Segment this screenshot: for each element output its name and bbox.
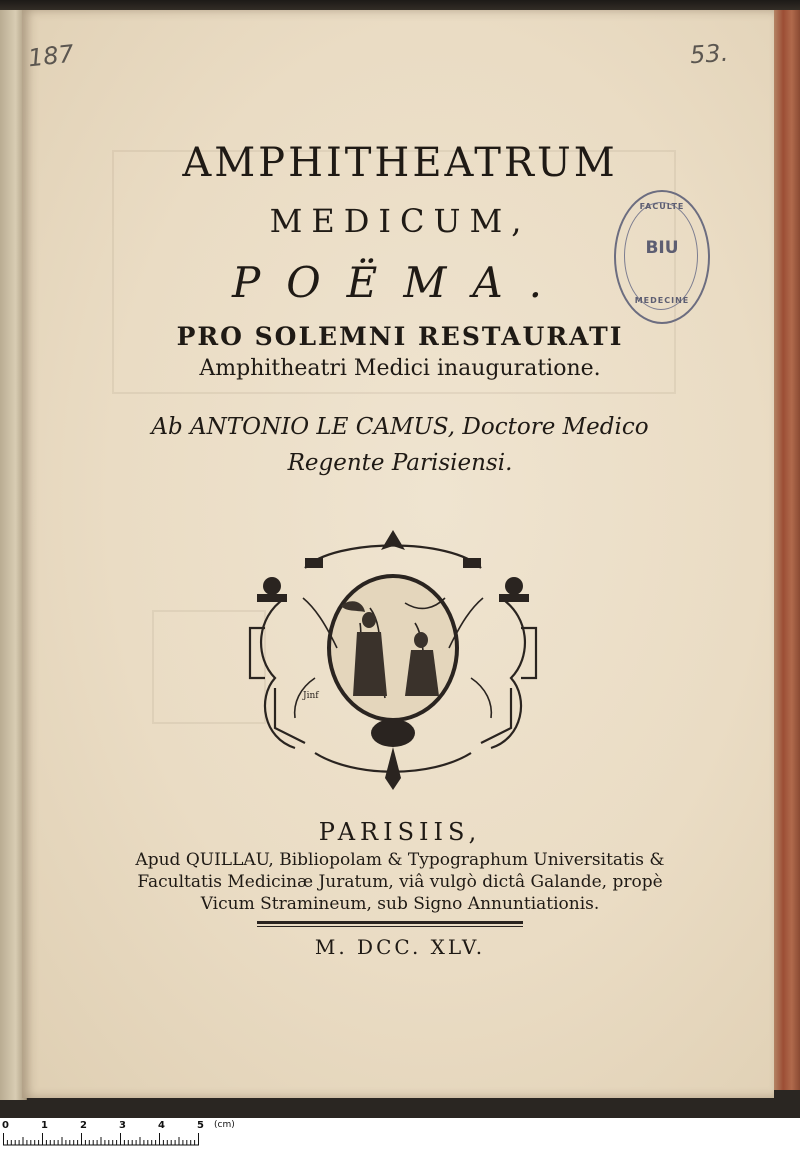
stamp-bottom-text: MEDECINE	[634, 296, 690, 305]
scale-ruler	[3, 1133, 213, 1147]
imprint-year: M. DCC. XLV.	[314, 935, 486, 959]
stamp-top-text: FACULTE	[639, 202, 685, 211]
double-rule-thick	[257, 921, 523, 924]
imprint-line-3: Vicum Stramineum, sub Signo Annuntiationis.	[200, 894, 600, 914]
title-line-3: POËMA.	[231, 258, 569, 307]
author-line-1: Ab ANTONIO LE CAMUS, Doctore Medico	[151, 414, 649, 440]
title-line-2: MEDICUM,	[269, 202, 531, 240]
subtitle-line-1: PRO SOLEMNI RESTAURATI	[176, 322, 624, 351]
annunciation-vignette	[245, 528, 541, 796]
scale-label-1: 1	[41, 1120, 48, 1131]
imprint-line-2: Facultatis Medicinæ Juratum, viâ vulgò dictâ Galande, propè	[137, 872, 663, 892]
subtitle-line-2: Amphitheatri Medici inauguratione.	[199, 356, 601, 381]
pencil-shelf-number: 187	[26, 39, 76, 73]
author-line-2: Regente Parisiensi.	[287, 450, 513, 476]
double-rule-thin	[257, 926, 523, 927]
scale-label-5: 5	[197, 1120, 204, 1131]
scale-label-0: 0	[2, 1120, 9, 1131]
centimeter-scale	[0, 1118, 800, 1149]
engraver-mark: Jinf	[303, 691, 319, 701]
imprint-city: PARISIIS,	[318, 818, 482, 846]
scale-label-4: 4	[158, 1120, 165, 1131]
scale-label-3: 3	[119, 1120, 126, 1131]
imprint-line-1: Apud QUILLAU, Bibliopolam & Typographum Universitatis &	[135, 850, 665, 870]
title-line-1: AMPHITHEATRUM	[182, 140, 618, 186]
stamp-center-text: BIU	[645, 238, 679, 258]
pencil-folio-number: 53.	[689, 38, 730, 70]
scale-label-2: 2	[80, 1120, 87, 1131]
scale-unit: (cm)	[214, 1120, 235, 1130]
